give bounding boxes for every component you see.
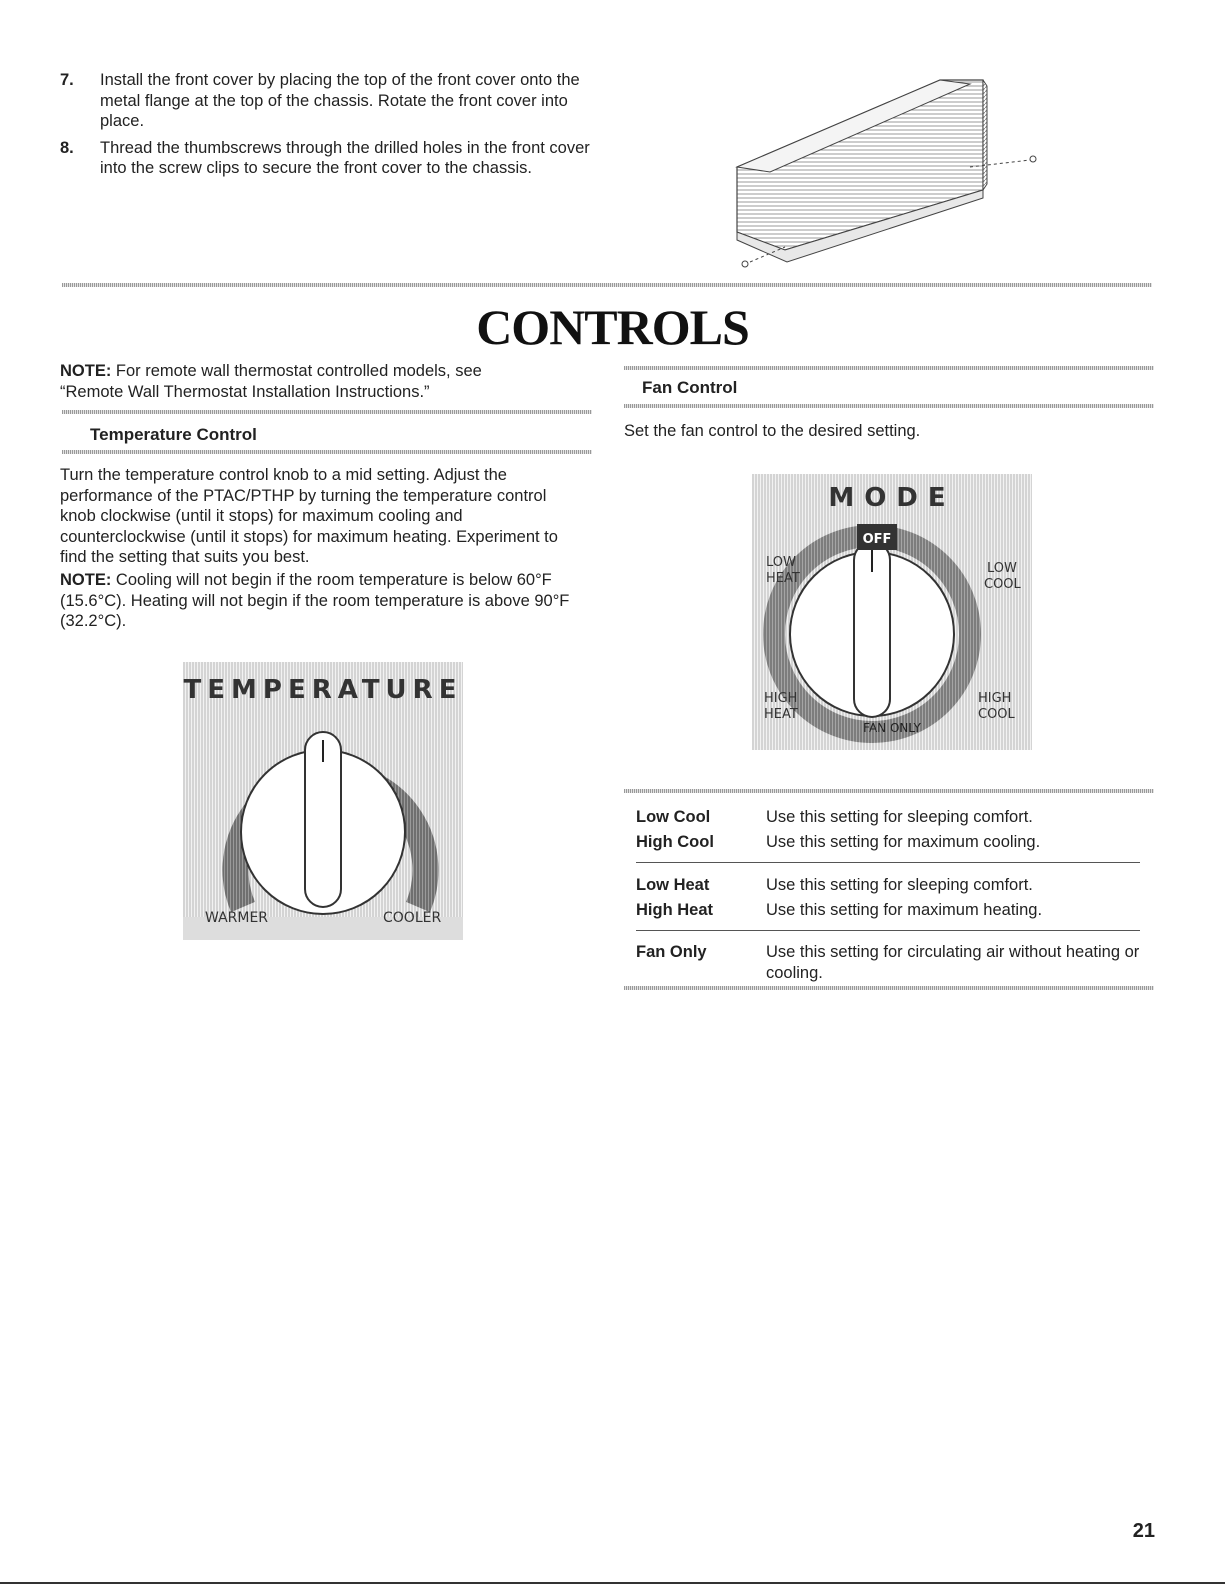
mode-description: Use this setting for maximum cooling. [766,833,1041,851]
page-number: 21 [1132,1520,1155,1542]
high-cool-label-1: HIGH [978,691,1012,706]
warmer-label: WARMER [205,910,269,926]
mode-description: Use this setting for maximum heating. [766,901,1043,919]
modes-rule-bottom [624,986,1154,990]
modes-table-heat [636,873,1156,923]
mode-label: Fan Only [636,943,707,961]
mode-label: Low Heat [636,876,710,894]
remote-thermostat-note [60,361,540,402]
low-heat-label-2: HEAT [766,571,800,586]
temperature-control-heading: Temperature Control [90,425,257,444]
low-cool-label-1: LOW [987,561,1017,576]
modes-rule-top [624,789,1154,793]
fan-subhead-rule-top [624,366,1154,370]
note-label: NOTE: [60,362,112,380]
note-label: NOTE: [60,571,112,589]
page-title: CONTROLS [476,299,749,355]
temperature-dial-illustration [183,662,463,940]
mode-description: Use this setting for sleeping comfort. [766,876,1033,894]
high-heat-label-1: HIGH [764,691,798,706]
step-7 [60,70,600,132]
fan-only-label: FAN ONLY [863,721,921,735]
fan-subhead-rule-bottom [624,404,1154,408]
mode-row-low-heat [636,873,1156,898]
mode-label: Low Cool [636,808,711,826]
modes-table-fan [636,940,1156,983]
temperature-note [60,570,580,632]
dial-title: TEMPERATURE [183,675,463,705]
off-label: OFF [862,532,892,547]
fan-control-heading: Fan Control [642,378,738,397]
low-cool-label-2: COOL [984,577,1021,592]
step-text: Install the front cover by placing the top of the front cover onto the metal flange at the top of the chassis. Rotate the front cover into place. [100,71,580,130]
high-cool-label-2: COOL [978,707,1015,722]
install-steps [60,70,600,185]
mode-description: Use this setting for circulating air without heating or cooling. [766,943,1140,982]
mode-row-fan-only [636,940,1156,983]
mode-row-high-cool [636,830,1156,855]
page-bottom-border [0,1582,1225,1584]
step-number: 8. [60,138,74,157]
mode-label: High Cool [636,833,714,851]
section-divider [62,283,1152,287]
high-heat-label-2: HEAT [764,707,798,722]
front-cover-illustration [725,72,1045,272]
step-text: Thread the thumbscrews through the drilled holes in the front cover into the screw clips to secure the front cover to the chassis. [100,138,590,177]
temperature-paragraph: Turn the temperature control knob to a mid setting. Adjust the performance of the PTAC/PTHP by turning the temperature control knob clockwise (until it stops) for maximum cooling and counterclockwise (until it stops) for maximum heating. Experiment to find the setting that suits you best. [60,466,558,566]
note-text: Cooling will not begin if the room temperature is below 60°F (15.6°C). Heating will not begin if the room temperature is above 90°F (32.2°C). [60,571,570,630]
note-text: For remote wall thermostat controlled models, see “Remote Wall Thermostat Installation Instructions.” [60,362,482,401]
low-heat-label-1: LOW [766,555,796,570]
cooler-label: COOLER [383,910,442,926]
step-number: 7. [60,71,74,89]
mode-row-high-heat [636,898,1156,923]
modes-divider-1 [636,862,1140,863]
fan-paragraph: Set the fan control to the desired setting. [624,422,921,440]
subhead-rule-top [62,410,592,414]
mode-label: High Heat [636,901,714,919]
mode-dial-illustration [752,474,1032,750]
step-8 [60,138,600,179]
subhead-rule-bottom [62,450,592,454]
modes-divider-2 [636,930,1140,931]
mode-row-low-cool [636,805,1156,830]
modes-table [636,805,1156,855]
mode-description: Use this setting for sleeping comfort. [766,808,1033,826]
dial-title: MODE [828,483,956,513]
